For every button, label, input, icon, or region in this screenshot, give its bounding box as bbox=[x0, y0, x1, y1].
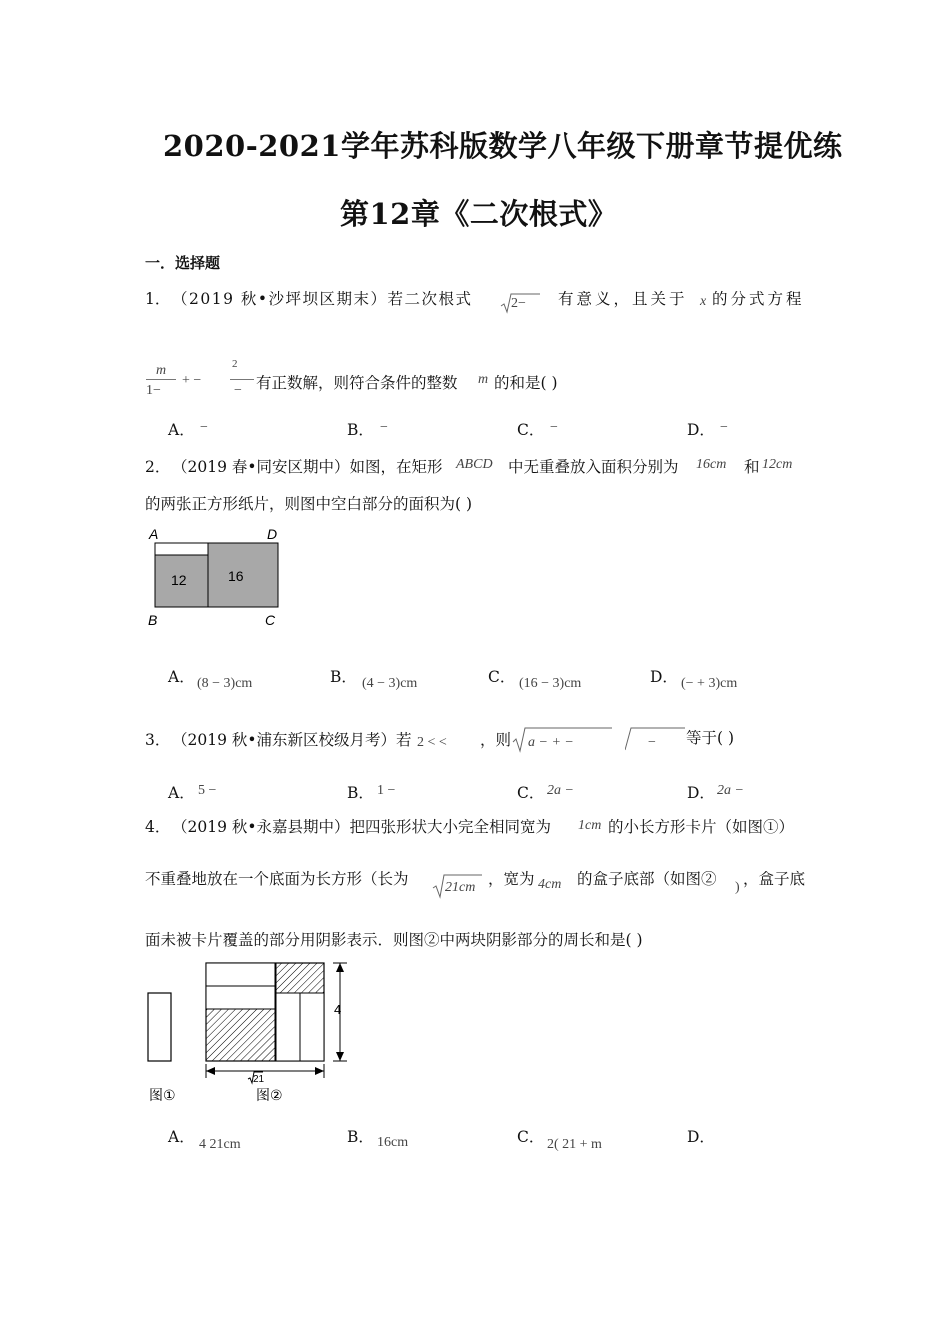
card-vertical-2 bbox=[300, 993, 324, 1061]
option-b-value[interactable]: − bbox=[380, 420, 388, 435]
option-c-label: C． bbox=[517, 784, 545, 802]
option-b-label: B． bbox=[347, 784, 374, 802]
box-length: 21cm bbox=[445, 880, 476, 895]
question-text: ，盒子底 bbox=[743, 870, 806, 888]
question-text: 面未被卡片覆盖的部分用阴影表示．则图②中两块阴影部分的周长和是( ) bbox=[145, 931, 643, 949]
option-a-value[interactable]: 5 − bbox=[198, 783, 217, 798]
option-a-value[interactable]: (8 − 3)cm bbox=[197, 676, 253, 691]
option-a-label: A． bbox=[168, 668, 195, 686]
closing-paren: ) bbox=[735, 880, 740, 895]
square-12-label: 12 bbox=[171, 572, 187, 588]
option-d-label: D． bbox=[650, 668, 678, 686]
equation-superscript: 2 bbox=[232, 358, 238, 370]
option-d-value[interactable]: − bbox=[720, 420, 728, 435]
variable-x: x bbox=[700, 294, 707, 309]
question-text: 不重叠地放在一个底面为长方形（长为 bbox=[145, 870, 409, 888]
vertex-a-label: A bbox=[149, 526, 159, 542]
option-a-label: A． bbox=[168, 421, 195, 439]
width-label: 21 bbox=[253, 1074, 265, 1085]
option-c-value[interactable]: 2( 21 + m bbox=[547, 1137, 602, 1152]
fraction-bar bbox=[230, 379, 254, 380]
option-c-value[interactable]: (16 − 3)cm bbox=[519, 676, 582, 691]
card-rectangle bbox=[148, 993, 171, 1061]
option-b-label: B． bbox=[330, 668, 357, 686]
question-text: 有正数解，则符合条件的整数 bbox=[256, 374, 458, 392]
arrow-left-icon bbox=[206, 1067, 215, 1075]
question-text: 的盒子底部（如图② bbox=[577, 870, 717, 888]
area-value-2: 12cm bbox=[762, 457, 793, 472]
question-text: 的两张正方形纸片，则图中空白部分的面积为( ) bbox=[145, 495, 473, 513]
option-d-label: D． bbox=[687, 1128, 715, 1146]
arrow-down-icon bbox=[336, 1052, 344, 1061]
option-a-value[interactable]: 4 21cm bbox=[199, 1137, 241, 1152]
document-title: 2020-2021学年苏科版数学八年级下册章节提优练 bbox=[163, 129, 843, 163]
shaded-region-1 bbox=[206, 1009, 275, 1061]
option-a-label: A． bbox=[168, 784, 195, 802]
figure-2-label: 图② bbox=[256, 1087, 283, 1103]
vertex-c-label: C bbox=[265, 612, 276, 628]
question-text: ，则 bbox=[480, 731, 512, 749]
figure-card-and-box bbox=[145, 958, 375, 1108]
option-d-label: D． bbox=[687, 421, 715, 439]
card-width: 1cm bbox=[578, 818, 602, 833]
question-text: 的小长方形卡片（如图①） bbox=[608, 818, 795, 836]
inequality: 2 < < bbox=[417, 735, 447, 750]
equation-denominator: − bbox=[234, 383, 242, 398]
option-c-label: C． bbox=[517, 1128, 545, 1146]
rectangle-name: ABCD bbox=[456, 457, 493, 472]
option-c-label: C． bbox=[517, 421, 545, 439]
option-b-label: B． bbox=[347, 421, 374, 439]
chapter-title: 第12章《二次根式》 bbox=[340, 197, 618, 231]
shaded-region-2 bbox=[276, 963, 324, 993]
option-d-value[interactable]: 2a − bbox=[717, 783, 744, 798]
height-label: 4 bbox=[334, 1002, 342, 1017]
radicand-1: a − + − bbox=[528, 735, 574, 750]
vertex-b-label: B bbox=[148, 612, 158, 628]
question-text: 有意义，且关于 bbox=[558, 290, 688, 308]
radicand: 2− bbox=[511, 296, 526, 311]
question-source: （2019 秋•沙坪坝区期末）若二次根式 bbox=[172, 290, 473, 308]
figure-rectangle-abcd bbox=[145, 524, 285, 634]
option-b-value[interactable]: (4 − 3)cm bbox=[362, 676, 418, 691]
option-b-value[interactable]: 1 − bbox=[377, 783, 396, 798]
option-c-label: C． bbox=[488, 668, 516, 686]
question-text: （2019 秋•永嘉县期中）把四张形状大小完全相同宽为 bbox=[172, 818, 552, 836]
arrow-right-icon bbox=[315, 1067, 324, 1075]
question-text: 等于( ) bbox=[686, 729, 735, 747]
question-number: 2． bbox=[145, 458, 171, 476]
question-text: 的和是( ) bbox=[494, 374, 558, 392]
area-value-1: 16cm bbox=[696, 457, 727, 472]
box-width: 4cm bbox=[538, 877, 562, 892]
card-horizontal-2 bbox=[206, 986, 275, 1009]
card-vertical-1 bbox=[276, 993, 300, 1061]
fraction-bar bbox=[146, 379, 176, 380]
vertex-d-label: D bbox=[267, 526, 278, 542]
question-text: （2019 春•同安区期中）如图，在矩形 bbox=[172, 458, 443, 476]
option-d-label: D． bbox=[687, 784, 715, 802]
fraction-denominator: 1− bbox=[146, 383, 161, 398]
question-text: （2019 秋•浦东新区校级月考）若 bbox=[172, 731, 412, 749]
question-number: 3． bbox=[145, 731, 171, 749]
square-16-label: 16 bbox=[228, 568, 244, 584]
question-number: 1． bbox=[145, 290, 171, 308]
question-text: 和 bbox=[744, 458, 760, 476]
arrow-up-icon bbox=[336, 963, 344, 972]
equation-rest: + − bbox=[182, 373, 202, 388]
figure-1-label: 图① bbox=[149, 1087, 176, 1103]
option-a-value[interactable]: − bbox=[200, 420, 208, 435]
option-d-value[interactable]: (− + 3)cm bbox=[681, 676, 738, 691]
variable-m: m bbox=[478, 372, 489, 387]
option-c-value[interactable]: 2a − bbox=[547, 783, 574, 798]
card-horizontal-1 bbox=[206, 963, 275, 986]
option-b-value[interactable]: 16cm bbox=[377, 1135, 409, 1150]
question-number: 4． bbox=[145, 818, 171, 836]
option-a-label: A． bbox=[168, 1128, 195, 1146]
option-c-value[interactable]: − bbox=[550, 420, 558, 435]
section-heading: 一．选择题 bbox=[145, 254, 221, 272]
fraction-numerator: m bbox=[156, 363, 167, 378]
question-text: 的分式方程 bbox=[712, 290, 805, 308]
question-text: ，宽为 bbox=[488, 870, 535, 888]
radicand-2: − bbox=[648, 735, 656, 750]
option-b-label: B． bbox=[347, 1128, 374, 1146]
question-text: 中无重叠放入面积分别为 bbox=[508, 458, 679, 476]
